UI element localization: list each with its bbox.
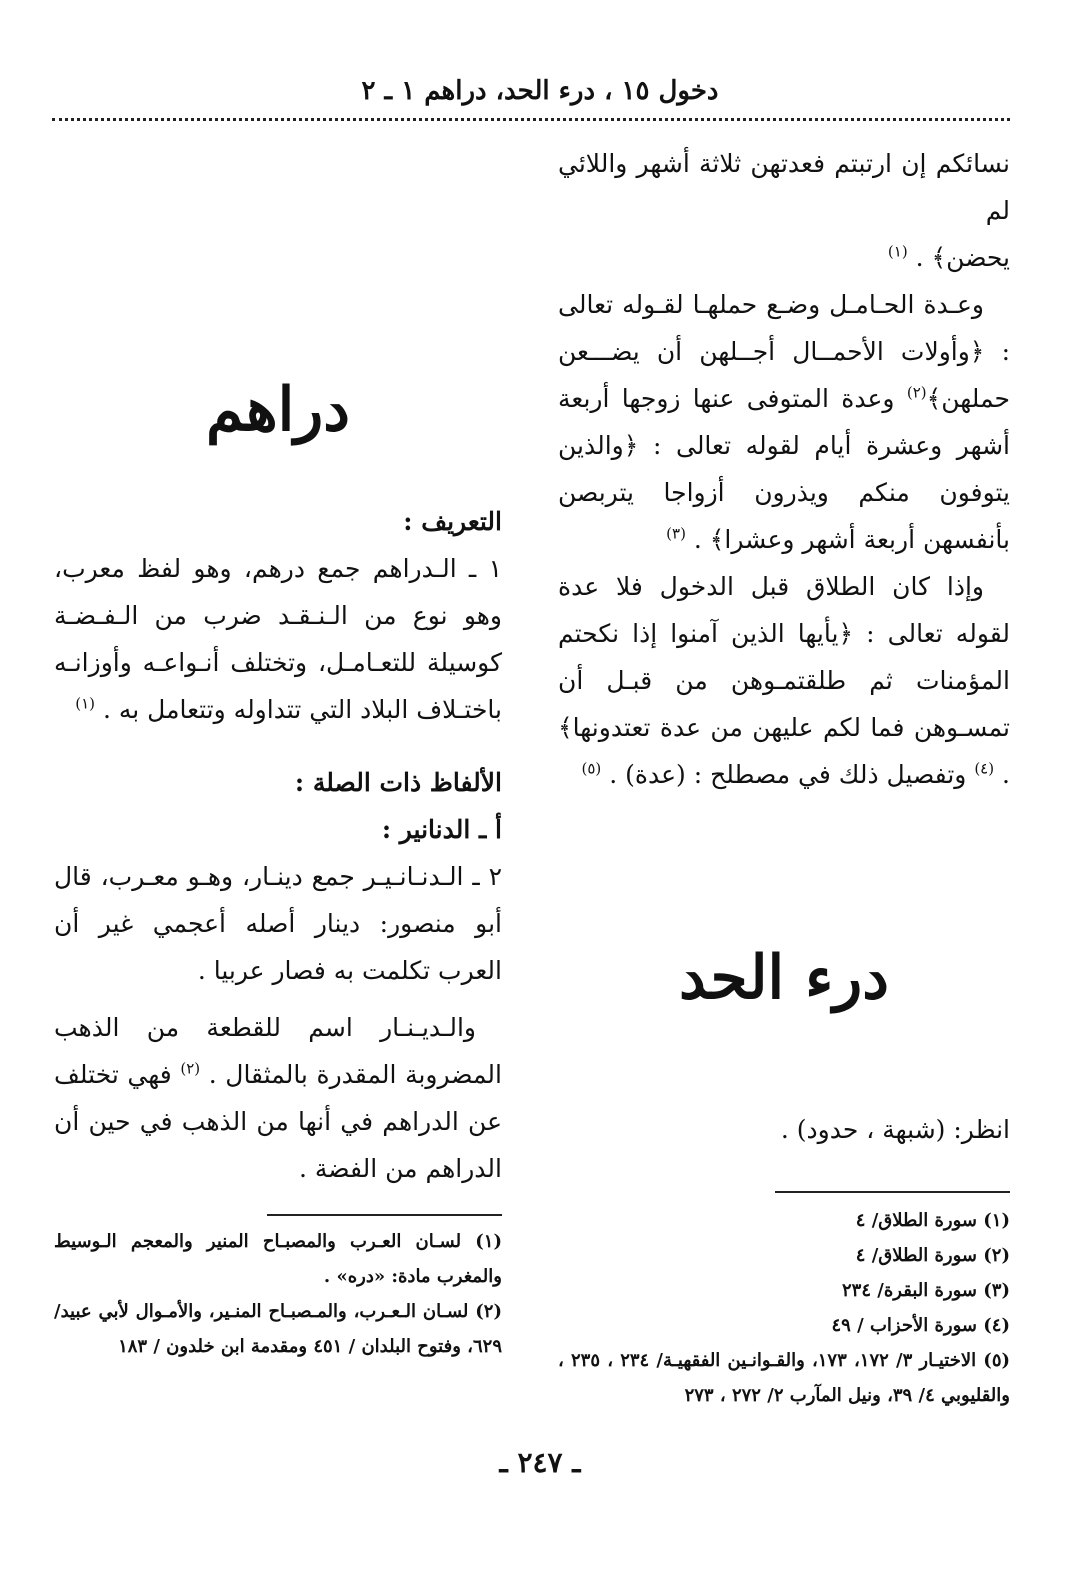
footnote-ref: (٤) (974, 759, 995, 778)
right-footnotes (558, 1203, 1010, 1413)
right-para-2 (558, 281, 1010, 563)
related-terms-heading: الألفاظ ذات الصلة : (294, 768, 502, 797)
footnote: (٥) الاختيـار ٣/ ١٧٢، ١٧٣، والقـوانـين الفقهيـة/ ٢٣٤ ، ٢٣٥ ، والقليوبي ٤/ ٣٩، ونيل المآرب ٢/ ٢٧٢ ، ٢٧٣ (558, 1350, 1011, 1406)
left-footnotes (54, 1224, 502, 1364)
footnote: (٢) سورة الطلاق/ ٤ (855, 1245, 1010, 1266)
footnote-ref: (٢) (180, 1059, 201, 1078)
footnote: (١) لسـان العـرب والمصبـاح المنير والمعجم الـوسيط والمغرب مادة: «دره» . (54, 1231, 502, 1287)
dinars-para-2-text-a: والـديـنـار اسم للقطعة من الذهب المضروبة المقدرة بالمثقال . (54, 1013, 502, 1089)
left-column (54, 140, 502, 1364)
right-para-1-line-2: يحضن﴾ . (915, 243, 1010, 272)
right-para-2-text-b: وعدة المتوفى عنها زوجها أربعة أشهر وعشرة أيام لقوله تعالى : ﴿والذين يتوفون منكم ويذرون أزواجا يتربصن بأنفسهن أربعة أشهر وعشرا﴾ . (558, 384, 1010, 554)
running-header: دخول ١٥ ، درء الحد، دراهم ١ ـ ٢ (361, 76, 719, 106)
footnote: (١) سورة الطلاق/ ٤ (855, 1210, 1010, 1231)
footnote-ref: (٢) (906, 383, 927, 402)
dinars-para-2 (54, 1004, 502, 1192)
header-dotted-rule (52, 118, 1010, 121)
footnote: (٤) سورة الأحزاب / ٤٩ (831, 1315, 1010, 1336)
see-also-reference: انظر: (شبهة ، حدود) . (780, 1115, 1010, 1144)
dinars-para-2-text-b: فهي تختلف عن الدراهم في أنها من الذهب في حين أن الدراهم من الفضة . (54, 1060, 502, 1183)
definition-heading: التعريف : (403, 507, 502, 536)
dinars-para-1: ٢ ـ الـدنـانـيـر جمع دينـار، وهـو معـرب، قال أبو منصور: دينار أصله أعجمي غير أن العرب تكلمت به فصار عربيا . (54, 862, 502, 985)
right-para-3-text-b: وتفصيل ذلك في مصطلح : (عدة) . (609, 760, 975, 789)
footnote-ref: (٣) (666, 524, 686, 543)
dinars-subheading: أ ـ الدنانير : (381, 815, 502, 844)
footnote-ref: (٥) (581, 759, 602, 778)
page-number: ـ ٢٤٧ ـ (499, 1446, 581, 1479)
right-column (558, 140, 1010, 1413)
footnote: (٢) لسـان الـعـرب، والمـصبـاح المنـير، والأمـوال لأبي عبيد/ ٦٢٩، وفتوح البلدان / ٤٥١ ومقدمة ابن خلدون / ١٨٣ (54, 1301, 502, 1357)
definition-text: ١ ـ الـدراهم جمع درهم، وهو لفظ معرب، وهو نوع من الـنـقـد ضرب من الـفـضـة كوسيلة للتعـامـل، وتختلف أنـواعـه وأوزانـه باختـلاف البلاد التي تتداوله وتتعامل به . (54, 554, 502, 724)
right-para-3 (558, 563, 1010, 798)
right-para-1-line-1: نسائكم إن ارتبتم فعدتهن ثلاثة أشهر واللائي لم (558, 149, 1010, 225)
footnote-ref: (١) (887, 242, 908, 261)
right-para-3-text-a: وإذا كان الطلاق قبل الدخول فلا عدة لقوله تعالى : ﴿يأيها الذين آمنوا إذا نكحتم المؤمنات ثم طلقتمـوهن من قبـل أن تمسـوهن فما لكم عليهن من عدة تعتدونها﴾ . (558, 572, 1010, 789)
entry-title-dar-al-hadd: درء الحد (679, 943, 889, 1013)
right-para-1 (558, 140, 1010, 281)
definition-para (54, 545, 502, 733)
entry-title-darahim: دراهم (206, 375, 350, 445)
right-para-2-text-a: وعـدة الحـامـل وضـع حملهـا لقـوله تعالى : ﴿وأولات الأحمــال أجــلهن أن يضـــعن حملهن﴾ (558, 290, 1010, 413)
footnote: (٣) سورة البقرة/ ٢٣٤ (842, 1280, 1010, 1301)
footnote-ref: (١) (75, 694, 95, 713)
